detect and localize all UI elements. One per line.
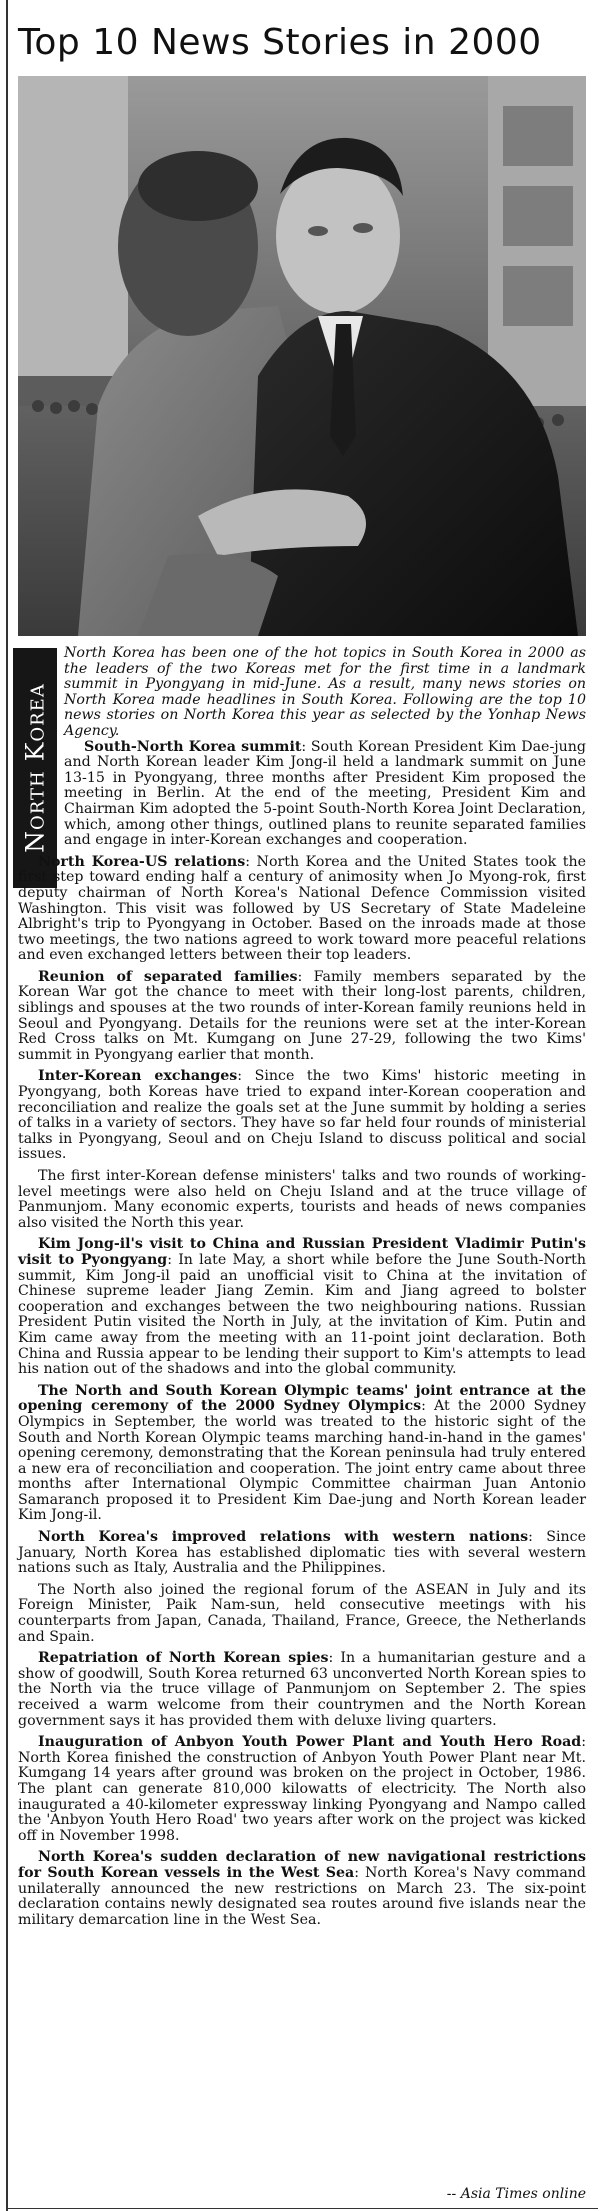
bottom-rule [6,2208,598,2209]
story-paragraph: Reunion of separated families: Family members separated by the Korean War got the chance to meet with their long-lost parents, children, siblings and spouses at the two rounds of inter-Korean family reunions held in Seoul and Pyongyang. Details for the reunions were set at the inter-Korean Red Cross talks on Mt. Kumgang on June 27-29, following the two Kims' summit in Pyongyang earlier that month. [18,968,586,1063]
section-label: North Korea [20,683,50,853]
story-paragraph: Kim Jong-il's visit to China and Russian President Vladimir Putin's visit to Pyongyang: In late May, a short while before the June South-North summit, Kim Jong-il paid an unofficial visit to China at the invitation of Chinese supreme leader Jiang Zemin. Kim and Jiang agreed to bolster cooperation and exchanges between the two neighbouring nations. Russian President Putin visited the North in July, at the invitation of Kim. Putin and Kim came away from the meeting with an 11-point joint declaration. Both China and Russia appear to be lending their support to Kim's attempts to lead his nation out of the shadows and into the global community. [18,1236,587,1378]
story-paragraph: Repatriation of North Korean spies: In a humanitarian gesture and a show of goodwill, South Korea returned 63 unconverted North Korean spies to the North via the truce village of Panmunjom on September 2. The spies received a warm welcome from their countrymen and the North Korean government says it has provided them with deluxe living quarters. [18,1650,586,1729]
intro-paragraph: North Korea has been one of the hot topics in South Korea in 2000 as the leaders of the two Koreas met for the first time in a landmark summit in Pyongyang in mid-June. As a result, many news stories on North Korea made headlines in South Korea. Following are the top 10 news stories on North Korea this year as selected by the Yonhap News Agency. [64,645,586,739]
story-paragraph: Inauguration of Anbyon Youth Power Plant and Youth Hero Road: North Korea finished the construction of Anbyon Youth Power Plant near Mt. Kumgang 14 years after ground was broken on the project in October, 1986. The plant can generate 810,000 kilowatts of electricity. The North also inaugurated a 40-kilometer expressway linking Pyongyang and Nampo called the 'Anbyon Youth Hero Road' two years after work on the project was kicked off in November 1998. [18,1734,586,1844]
source-credit: -- Asia Times online [446,2186,586,2202]
article-body [18,646,586,1934]
story-paragraph: South-North Korea summit: South Korean President Kim Dae-jung and North Korean leader Kim Jong-il held a landmark summit on June 13-15 in Pyongyang, three months after President Kim proposed the meeting in Berlin. At the end of the meeting, President Kim and Chairman Kim adopted the 5-point South-North Korea Joint Declaration, which, among other things, outlined plans to reunite separated families and engage in inter-Korean exchanges and cooperation. [64,738,586,849]
headline: Top 10 News Stories in 2000 [18,22,542,63]
story-paragraph: The first inter-Korean defense ministers' talks and two rounds of working- level meetings were also held on Cheju Island and at the truce village of Panmunjom. Many economic experts, tourists and heads of news companies also visited the North this year. [18,1168,586,1231]
story-paragraph: North Korea-US relations: North Korea and the United States took the first step toward ending half a century of animosity when Jo Myong-rok, first deputy chairman of North Korea's National Defence Commission visited Washington. This visit was followed by US Secretary of State Madeleine Albright's trip to Pyongyang in October. Based on the inroads made at those two meetings, the two nations agreed to work toward more peaceful relations and even exchanged letters between their top leaders. [18,853,586,964]
summit-photo [18,76,586,636]
story-paragraph: North Korea's improved relations with western nations: Since January, North Korea has established diplomatic ties with several western nations such as Italy, Australia and the Philippines. [18,1529,586,1577]
story-paragraph: The North and South Korean Olympic teams' joint entrance at the opening ceremony of the 2000 Sydney Olympics: At the 2000 Sydney Olympics in September, the world was treated to the historic sight of the South and North Korean Olympic teams marching hand-in-hand in the games' opening ceremony, demonstrating that the Korean peninsula had truly entered a new era of reconciliation and cooperation. The joint entry came about three months after International Olympic Committee chairman Juan Antonio Samaranch proposed it to President Kim Dae-jung and North Korean leader Kim Jong-il. [18,1382,586,1524]
story-paragraph: The North also joined the regional forum of the ASEAN in July and its Foreign Minister, Paik Nam-sun, held consecutive meetings with his counterparts from Japan, Canada, Thailand, France, Greece, the Netherlands and Spain. [18,1581,586,1645]
story-paragraph: North Korea's sudden declaration of new navigational restrictions for South Korean vessels in the West Sea: North Korea's Navy command unilaterally announced the new restrictions on March 23. The six-point declaration contains newly designated sea routes around five islands near the military demarcation line in the West Sea. [18,1849,586,1928]
story-paragraph: Inter-Korean exchanges: Since the two Kims' historic meeting in Pyongyang, both Koreas have tried to expand inter-Korean cooperation and reconciliation and realize the goals set at the June summit by holding a series of talks in a variety of sectors. They have so far held four rounds of ministerial talks in Pyongyang, Seoul and on Cheju Island to discuss political and social issues. [18,1068,586,1163]
